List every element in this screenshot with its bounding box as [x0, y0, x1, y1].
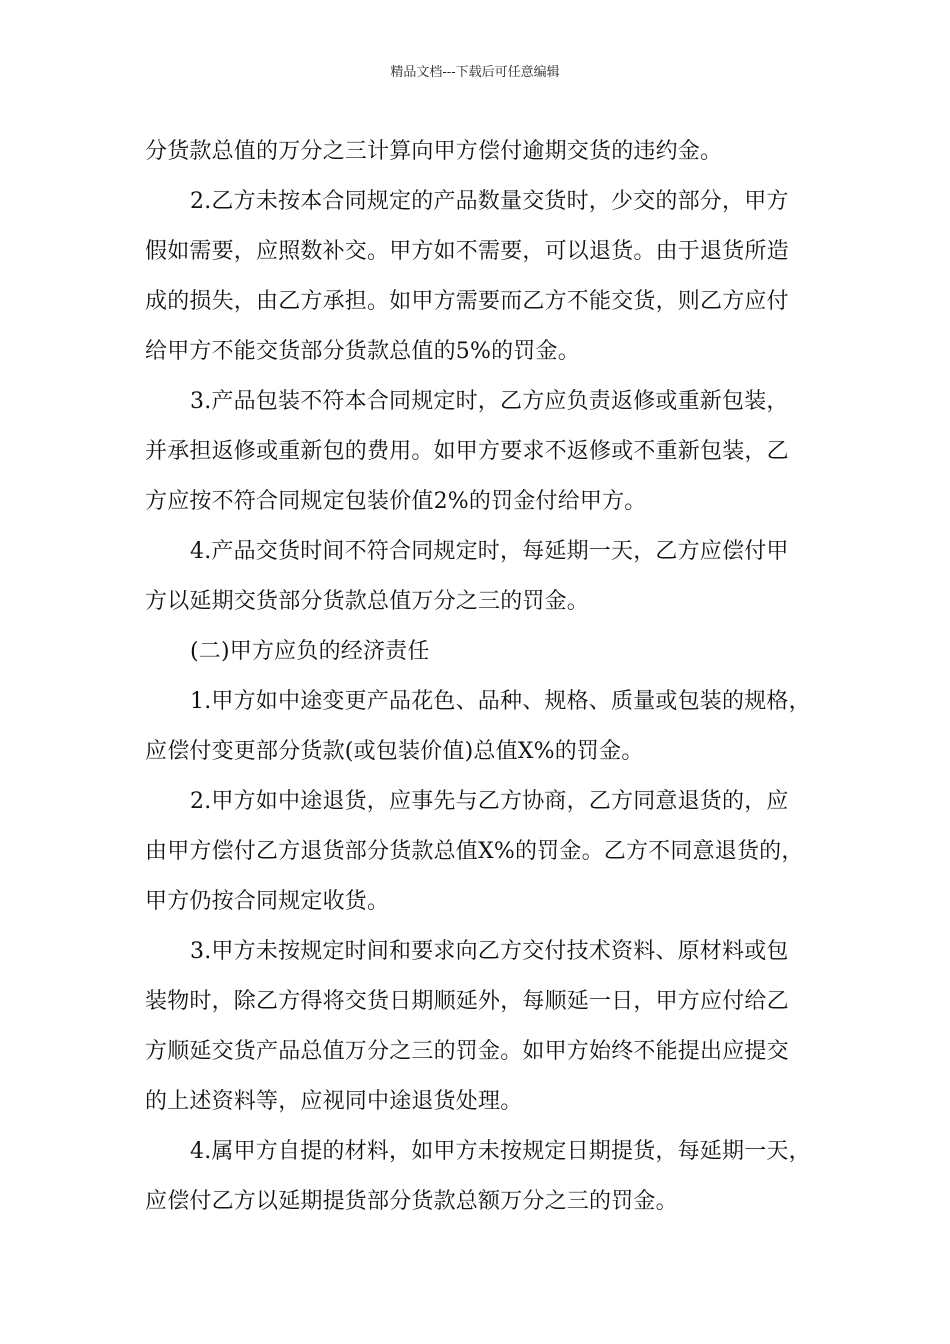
text-line: 由甲方偿付乙方退货部分货款总值X%的罚金。乙方不同意退货的，: [145, 839, 804, 864]
section-heading: (二)甲方应负的经济责任: [190, 639, 430, 664]
paragraph-start-line: 4.产品交货时间不符合同规定时，每延期一天，乙方应偿付甲: [190, 539, 789, 564]
text-line: 甲方仍按合同规定收货。: [145, 889, 390, 914]
text-line: 方应按不符合同规定包装价值2%的罚金付给甲方。: [145, 489, 647, 514]
document-body: [145, 127, 835, 1227]
paragraph-start-line: 4.属甲方自提的材料，如甲方未按规定日期提货，每延期一天，: [190, 1139, 811, 1164]
text-line: 分货款总值的万分之三计算向甲方偿付逾期交货的违约金。: [145, 139, 723, 164]
page-header: 精品文档---下载后可任意编辑: [390, 65, 560, 80]
text-line: 给甲方不能交货部分货款总值的5%的罚金。: [145, 339, 580, 364]
paragraph-start-line: 3.产品包装不符本合同规定时，乙方应负责返修或重新包装，: [190, 389, 789, 414]
text-line: 的上述资料等，应视同中途退货处理。: [145, 1089, 523, 1114]
text-line: 方以延期交货部分货款总值万分之三的罚金。: [145, 589, 590, 614]
text-line: 应偿付乙方以延期提货部分货款总额万分之三的罚金。: [145, 1189, 678, 1214]
text-line: 成的损失，由乙方承担。如甲方需要而乙方不能交货，则乙方应付: [145, 289, 789, 314]
text-line: 并承担返修或重新包的费用。如甲方要求不返修或不重新包装，乙: [145, 439, 789, 464]
text-line: 假如需要，应照数补交。甲方如不需要，可以退货。由于退货所造: [145, 239, 789, 264]
paragraph-start-line: 2.乙方未按本合同规定的产品数量交货时，少交的部分，甲方: [190, 189, 789, 214]
paragraph-start-line: 2.甲方如中途退货，应事先与乙方协商，乙方同意退货的，应: [190, 789, 789, 814]
paragraph-start-line: 3.甲方未按规定时间和要求向乙方交付技术资料、原材料或包: [190, 939, 789, 964]
paragraph-start-line: 1.甲方如中途变更产品花色、品种、规格、质量或包装的规格，: [190, 689, 811, 714]
text-line: 装物时，除乙方得将交货日期顺延外，每顺延一日，甲方应付给乙: [145, 989, 789, 1014]
text-line: 方顺延交货产品总值万分之三的罚金。如甲方始终不能提出应提交: [145, 1039, 789, 1064]
text-line: 应偿付变更部分货款(或包装价值)总值X%的罚金。: [145, 739, 644, 764]
